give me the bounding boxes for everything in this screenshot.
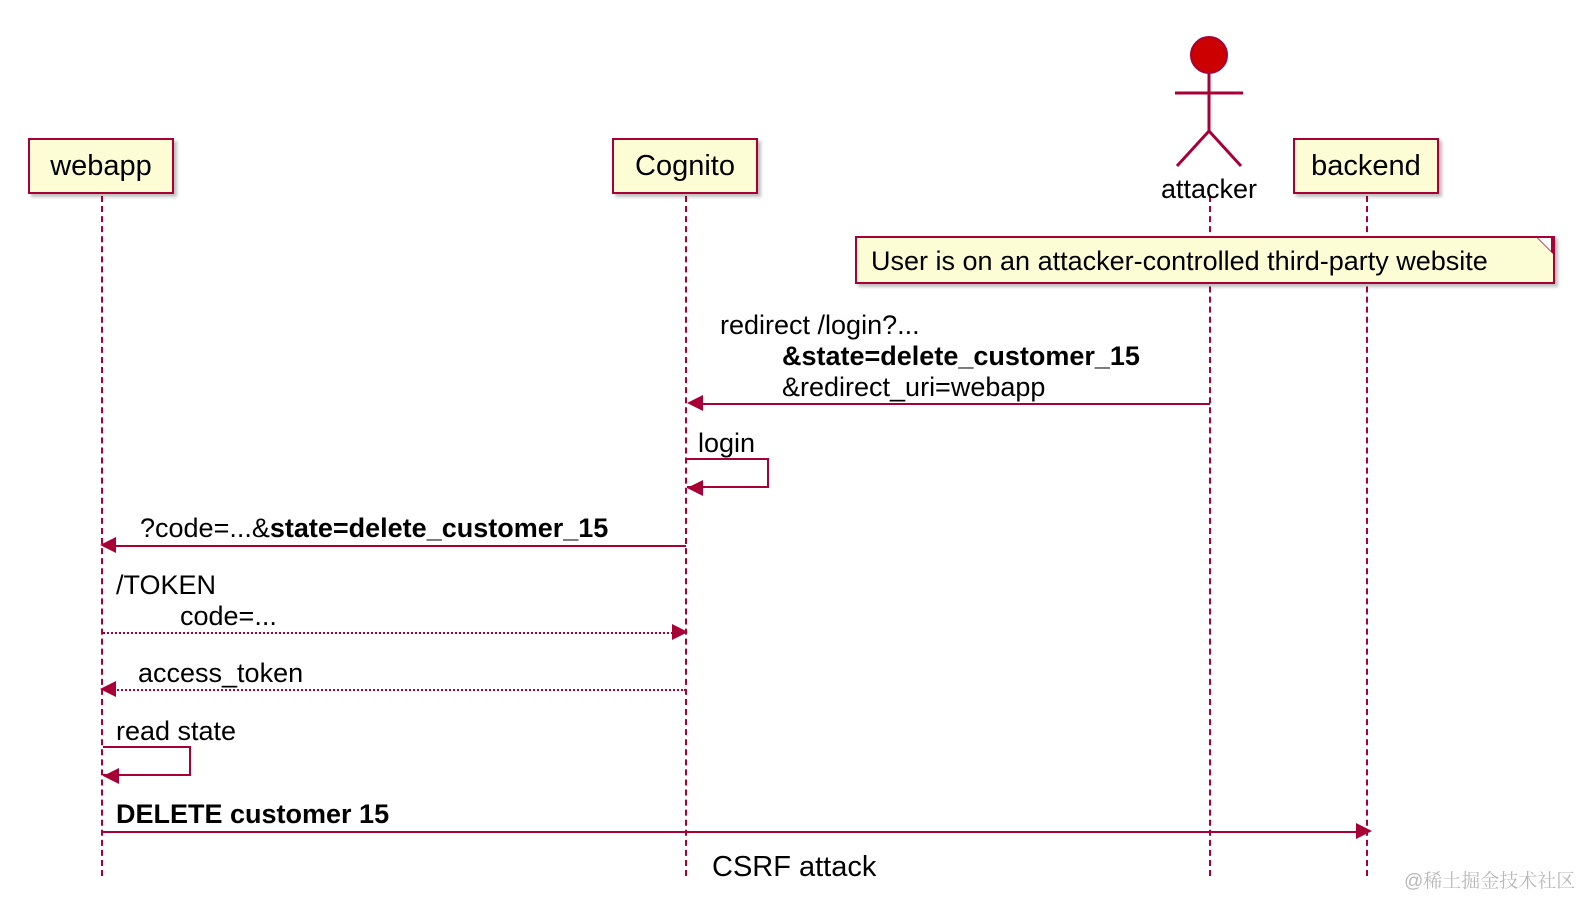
note-text: User is on an attacker-controlled third-party website	[871, 246, 1488, 276]
lifeline-cognito	[685, 196, 687, 876]
message-read-state-label: read state	[116, 716, 237, 746]
participant-webapp[interactable]	[28, 138, 174, 194]
message-code-state-arrowhead	[100, 537, 116, 553]
message-access-token-arrow	[110, 689, 686, 691]
participant-cognito-label: Cognito	[635, 149, 735, 182]
message-access-token-label: access_token	[138, 658, 304, 688]
stick-figure-icon	[1163, 36, 1255, 176]
message-code-state-part2: state=delete_customer_15	[269, 513, 609, 543]
participant-backend-label: backend	[1311, 149, 1421, 182]
message-delete-customer-arrowhead	[1356, 823, 1372, 839]
lifeline-attacker	[1209, 196, 1211, 876]
note-fold-inner-icon	[1538, 238, 1551, 251]
message-token-arrow	[103, 632, 677, 634]
message-token-line2: code=...	[180, 601, 277, 631]
message-login-label: login	[698, 428, 756, 458]
message-token-line1: /TOKEN	[116, 570, 217, 600]
message-read-state-arrowhead	[103, 768, 119, 784]
message-redirect-line1: redirect /login?...	[720, 310, 920, 340]
participant-backend[interactable]	[1293, 138, 1439, 194]
message-delete-customer-label: DELETE customer 15	[116, 799, 390, 829]
message-access-token-arrowhead	[100, 681, 116, 697]
actor-attacker-label: attacker	[1160, 174, 1258, 204]
message-code-state-label	[140, 513, 608, 544]
participant-webapp-label: webapp	[50, 149, 152, 182]
message-redirect-arrow	[693, 403, 1210, 405]
message-token-arrowhead	[672, 624, 688, 640]
note-attacker-site	[855, 236, 1555, 284]
lifeline-backend	[1366, 196, 1368, 876]
message-redirect-arrowhead	[687, 395, 703, 411]
message-login-arrowhead	[687, 480, 703, 496]
watermark: @稀土掘金技术社区	[1404, 871, 1576, 892]
message-code-state-arrow	[110, 545, 686, 547]
message-code-state-part1: ?code=...&	[140, 513, 270, 543]
diagram-caption: CSRF attack	[712, 851, 877, 883]
message-redirect-line3: &redirect_uri=webapp	[782, 372, 1046, 402]
message-delete-customer-arrow	[103, 831, 1361, 833]
message-redirect-line2: &state=delete_customer_15	[782, 341, 1140, 371]
participant-cognito[interactable]	[612, 138, 758, 194]
actor-attacker-figure[interactable]	[1163, 36, 1255, 176]
